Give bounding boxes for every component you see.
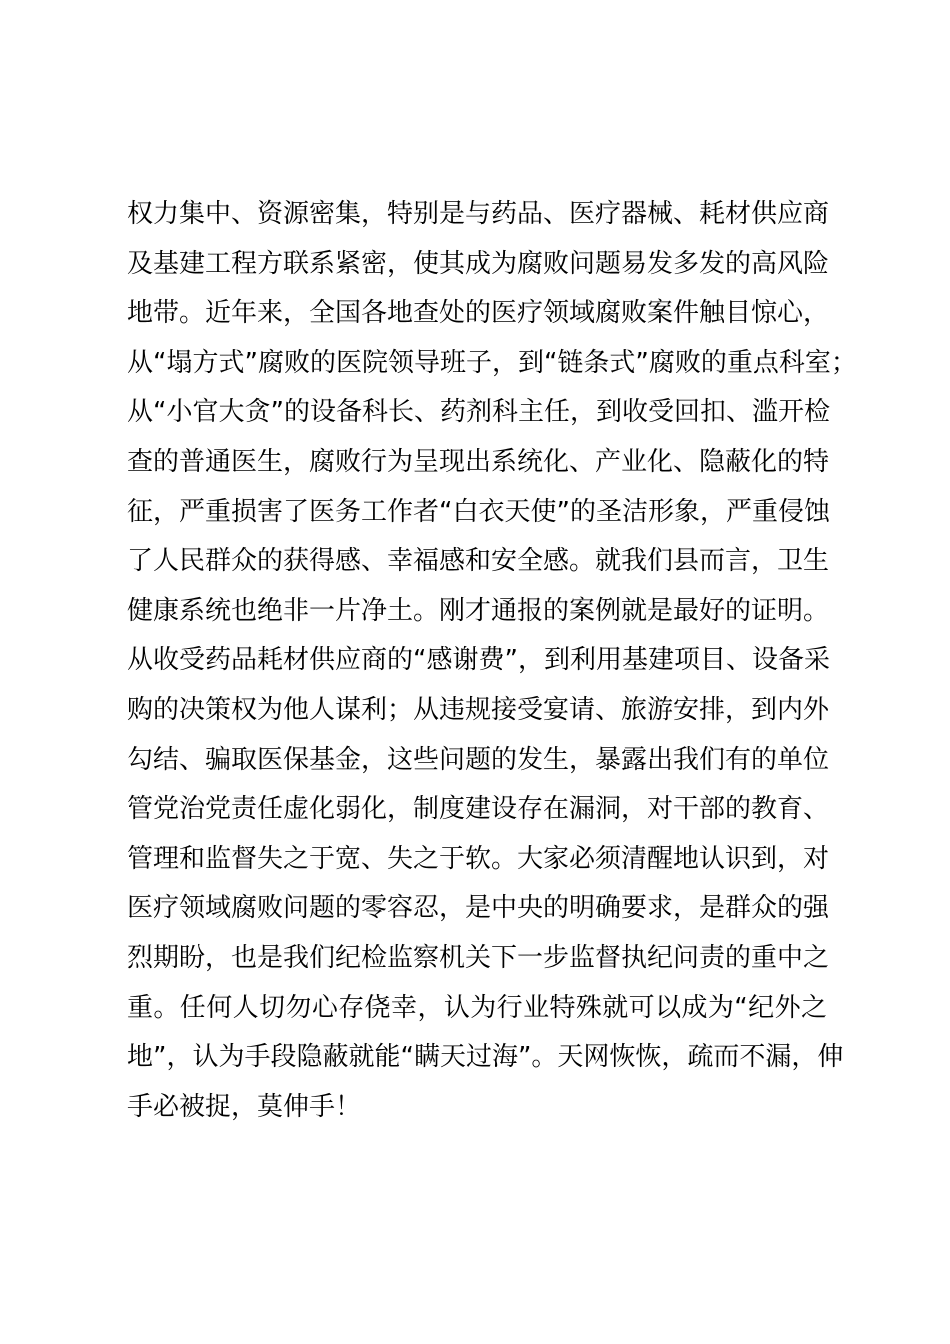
paragraph-line: 勾结、骗取医保基金，这些问题的发生，暴露出我们有的单位: [127, 744, 830, 775]
paragraph-line: 手必被捉，莫伸手！: [127, 1091, 362, 1122]
paragraph-line: 从收受药品耗材供应商的“感谢费”，到利用基建项目、设备采: [127, 645, 830, 676]
paragraph-line: 征，严重损害了医务工作者“白衣天使”的圣洁形象，严重侵蚀: [127, 496, 830, 527]
paragraph-line: 查的普通医生，腐败行为呈现出系统化、产业化、隐蔽化的特: [127, 446, 830, 477]
paragraph-line: 从“塌方式”腐败的医院领导班子，到“链条式”腐败的重点科室；: [127, 347, 857, 378]
paragraph-line: 了人民群众的获得感、幸福感和安全感。就我们县而言，卫生: [127, 546, 830, 577]
paragraph-line: 烈期盼，也是我们纪检监察机关下一步监督执纪问责的重中之: [127, 942, 830, 973]
paragraph-line: 管党治党责任虚化弱化，制度建设存在漏洞，对干部的教育、: [127, 794, 830, 825]
paragraph-line: 及基建工程方联系紧密，使其成为腐败问题易发多发的高风险: [127, 248, 830, 279]
paragraph-line: 权力集中、资源密集，特别是与药品、医疗器械、耗材供应商: [127, 199, 830, 229]
paragraph-line: 地”，认为手段隐蔽就能“瞒天过海”。天网恢恢，疏而不漏，伸: [127, 1042, 844, 1073]
paragraph-line: 健康系统也绝非一片净土。刚才通报的案例就是最好的证明。: [127, 595, 830, 626]
paragraph-line: 医疗领域腐败问题的零容忍，是中央的明确要求，是群众的强: [127, 893, 830, 924]
paragraph-line: 地带。近年来，全国各地查处的医疗领域腐败案件触目惊心，: [127, 298, 830, 329]
paragraph-line: 重。任何人切勿心存侥幸，认为行业特殊就可以成为“纪外之: [127, 992, 827, 1023]
paragraph-line: 从“小官大贪”的设备科长、药剂科主任，到收受回扣、滥开检: [127, 397, 830, 428]
paragraph-line: 购的决策权为他人谋利；从违规接受宴请、旅游安排，到内外: [127, 694, 830, 725]
paragraph-line: 管理和监督失之于宽、失之于软。大家必须清醒地认识到，对: [127, 843, 830, 874]
body-paragraph: [127, 190, 857, 1132]
